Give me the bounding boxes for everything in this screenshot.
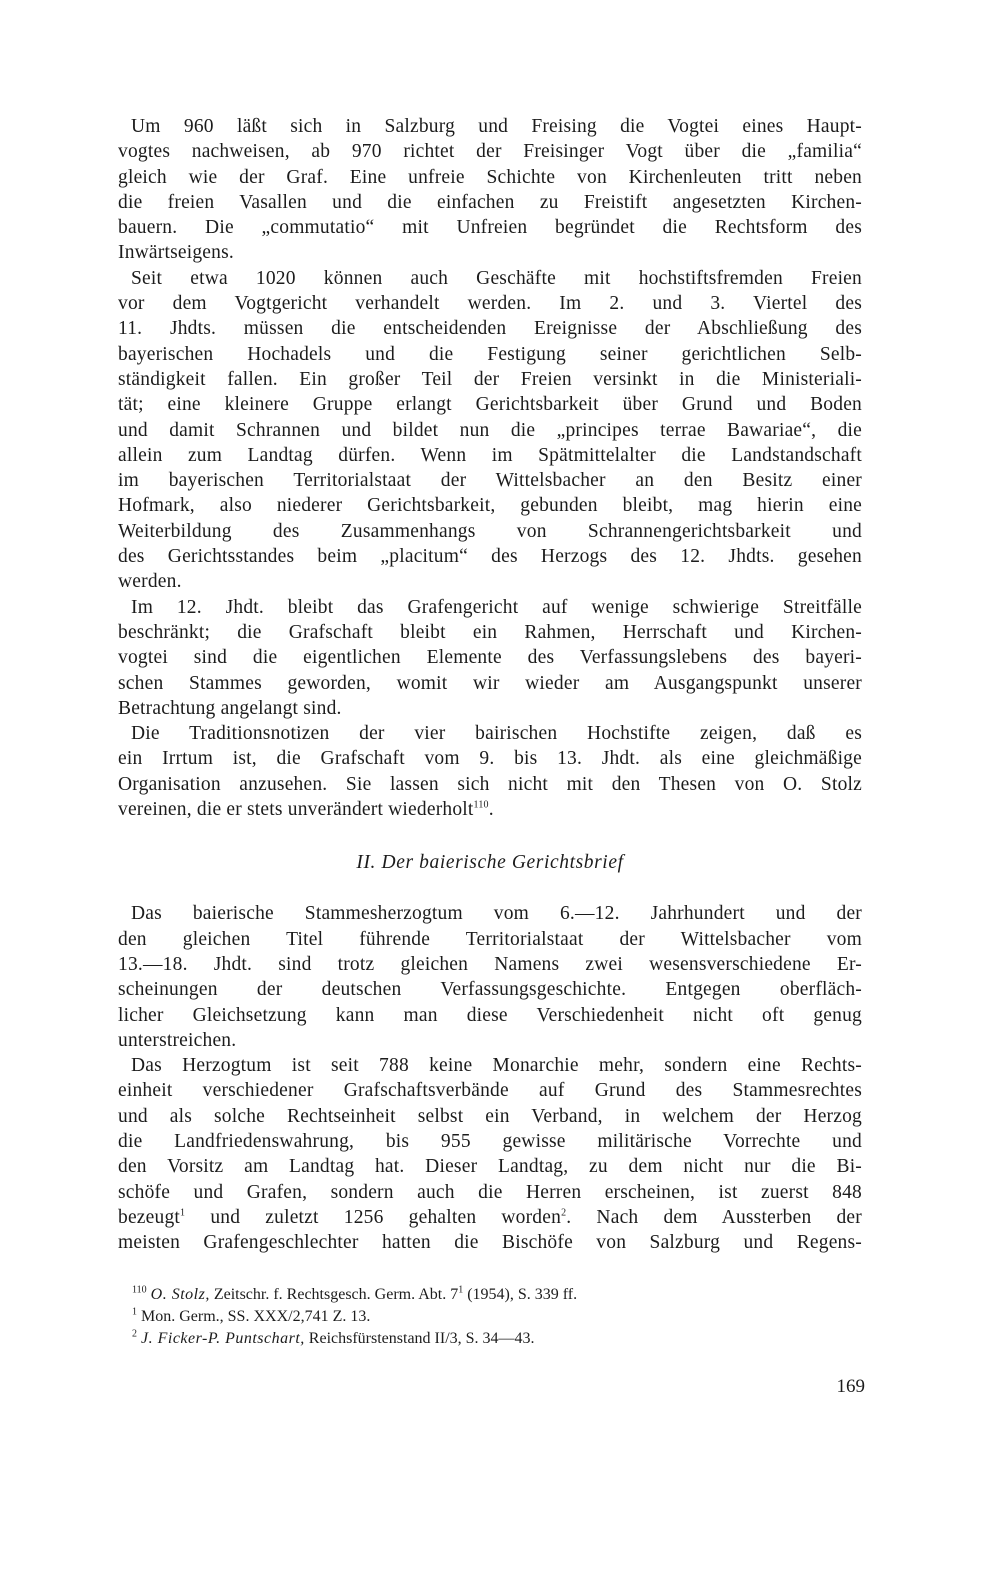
footnotes (118, 1284, 862, 1350)
text-line: tät; eine kleinere Gruppe erlangt Gerichtsbarkeit über Grund und Boden (118, 394, 862, 416)
text-line: Die Traditionsnotizen der vier bairischen Hochstifte zeigen, daß es (131, 723, 862, 745)
text-line: 13.—18. Jhdt. sind trotz gleichen Namens zwei wesensverschiedene Er- (118, 953, 862, 975)
footnote-author: O. Stolz, (150, 1286, 210, 1303)
text-line: 11. Jhdts. müssen die entscheidenden Ereignisse der Abschließung des (118, 318, 862, 340)
text-line: den gleichen Titel führende Territorialstaat der Wittelsbacher vom (118, 928, 862, 950)
footnote-ref: 1 (180, 1207, 186, 1219)
text-line: schen Stammes geworden, womit wir wieder am Ausgangspunkt unserer (118, 672, 862, 694)
footnote-author: J. Ficker-P. Puntschart, (141, 1330, 305, 1347)
footnote-text: Zeitschr. f. Rechtsgesch. Germ. Abt. 7 (209, 1286, 459, 1303)
footnote-text: (1954), S. 339 ff. (463, 1286, 578, 1303)
paragraph-5 (118, 901, 862, 1053)
text-line: licher Gleichsetzung kann man diese Verschiedenheit nicht oft genug (118, 1004, 862, 1026)
text-line: Hofmark, also niederer Gerichtsbarkeit, gebunden bleibt, mag hierin eine (118, 495, 862, 517)
text-line: werden. (118, 571, 182, 593)
paragraph-4 (118, 721, 862, 822)
footnote-ref: 110 (473, 799, 489, 811)
footnote-ref: 2 (561, 1207, 567, 1219)
footnote-text: Reichsfürstenstand II/3, S. 34—43. (304, 1330, 535, 1347)
text-fragment: . Nach dem Aussterben der (566, 1206, 862, 1228)
text-line: Im 12. Jhdt. bleibt das Grafengericht auf wenige schwierige Streitfälle (131, 596, 862, 618)
text-line: und als solche Rechtseinheit selbst ein Verband, in welchem der Herzog (118, 1105, 862, 1127)
text-line: Das Herzogtum ist seit 788 keine Monarchie mehr, sondern eine Rechts- (131, 1055, 862, 1077)
text-line: meisten Grafengeschlechter hatten die Bischöfe von Salzburg und Regens- (118, 1232, 862, 1254)
text-line: schöfe und Grafen, sondern auch die Herren erscheinen, ist zuerst 848 (118, 1181, 862, 1203)
text-line: bayerischen Hochadels und die Festigung seiner gerichtlichen Selb- (118, 343, 862, 365)
text-line: den Vorsitz am Landtag hat. Dieser Landtag, zu dem nicht nur die Bi- (118, 1156, 862, 1178)
text-line: Inwärtseigens. (118, 242, 234, 264)
text-line: vor dem Vogtgericht verhandelt werden. Im 2. und 3. Viertel des (118, 293, 862, 315)
text-line: Seit etwa 1020 können auch Geschäfte mit hochstiftsfremden Freien (131, 267, 862, 289)
text-line: scheinungen der deutschen Verfassungsgeschichte. Entgegen oberfläch- (118, 979, 862, 1001)
paragraph-2 (118, 266, 862, 595)
text-line: Das baierische Stammesherzogtum vom 6.—12. Jahrhundert und der (131, 903, 862, 925)
page-number: 169 (836, 1376, 865, 1397)
text-line: ständigkeit fallen. Ein großer Teil der Freien versinkt in die Ministeriali- (118, 368, 862, 390)
text-fragment: . (488, 799, 494, 821)
text-line: vogtei sind die eigentlichen Elemente des Verfassungslebens des bayeri- (118, 647, 862, 669)
paragraph-3 (118, 595, 862, 721)
text-line-with-footnote (118, 797, 862, 822)
text-line: unterstreichen. (118, 1029, 237, 1051)
text-fragment: vereinen, die er stets unverändert wiederholt (118, 799, 474, 821)
text-line: die Landfriedenswahrung, bis 955 gewisse militärische Vorrechte und (118, 1130, 862, 1152)
text-line: Weiterbildung des Zusammenhangs von Schrannengerichtsbarkeit und (118, 520, 862, 542)
text-line: des Gerichtsstandes beim „placitum“ des Herzogs des 12. Jhdts. gesehen (118, 546, 862, 568)
text-fragment: bezeugt (118, 1206, 181, 1228)
text-line: Betrachtung angelangt sind. (118, 697, 342, 719)
text-line-with-footnotes (118, 1205, 862, 1230)
text-line: im bayerischen Territorialstaat der Wittelsbacher an den Besitz einer (118, 470, 862, 492)
text-line: ein Irrtum ist, die Grafschaft vom 9. bis 13. Jhdt. als eine gleichmäßige (118, 748, 862, 770)
footnote (118, 1328, 862, 1350)
text-line: vogtes nachweisen, ab 970 richtet der Freisinger Vogt über die „familia“ (118, 141, 862, 163)
footnote (118, 1284, 862, 1306)
text-line: und damit Schrannen und bildet nun die „principes terrae Bawariae“, die (118, 419, 862, 441)
body-text (118, 114, 862, 1255)
section-heading: II. Der baierische Gerichtsbrief (356, 852, 624, 874)
text-line: einheit verschiedener Grafschaftsverbände auf Grund des Stammesrechtes (118, 1080, 862, 1102)
footnote-mark: 110 (132, 1284, 147, 1296)
text-line: gleich wie der Graf. Eine unfreie Schichte von Kirchenleuten tritt neben (118, 166, 862, 188)
footnote-text: Mon. Germ., SS. XXX/2,741 Z. 13. (141, 1308, 371, 1325)
footnote-mark: 1 (132, 1306, 137, 1318)
text-line: Um 960 läßt sich in Salzburg und Freising die Vogtei eines Haupt- (131, 116, 862, 137)
text-line: Organisation anzusehen. Sie lassen sich nicht mit den Thesen von O. Stolz (118, 773, 862, 795)
text-line: bauern. Die „commutatio“ mit Unfreien begründet die Rechtsform des (118, 217, 862, 239)
text-line: beschränkt; die Grafschaft bleibt ein Rahmen, Herrschaft und Kirchen- (118, 621, 862, 643)
text-line: allein zum Landtag dürfen. Wenn im Spätmittelalter die Landstandschaft (118, 444, 862, 466)
paragraph-6 (118, 1053, 862, 1255)
paragraph-1 (118, 114, 862, 266)
footnote-sup: 1 (458, 1284, 464, 1296)
footnote (118, 1306, 862, 1328)
text-fragment: und zuletzt 1256 gehalten worden (185, 1206, 562, 1228)
text-line: die freien Vasallen und die einfachen zu Freistift angesetzten Kirchen- (118, 191, 862, 213)
footnote-mark: 2 (132, 1328, 137, 1340)
